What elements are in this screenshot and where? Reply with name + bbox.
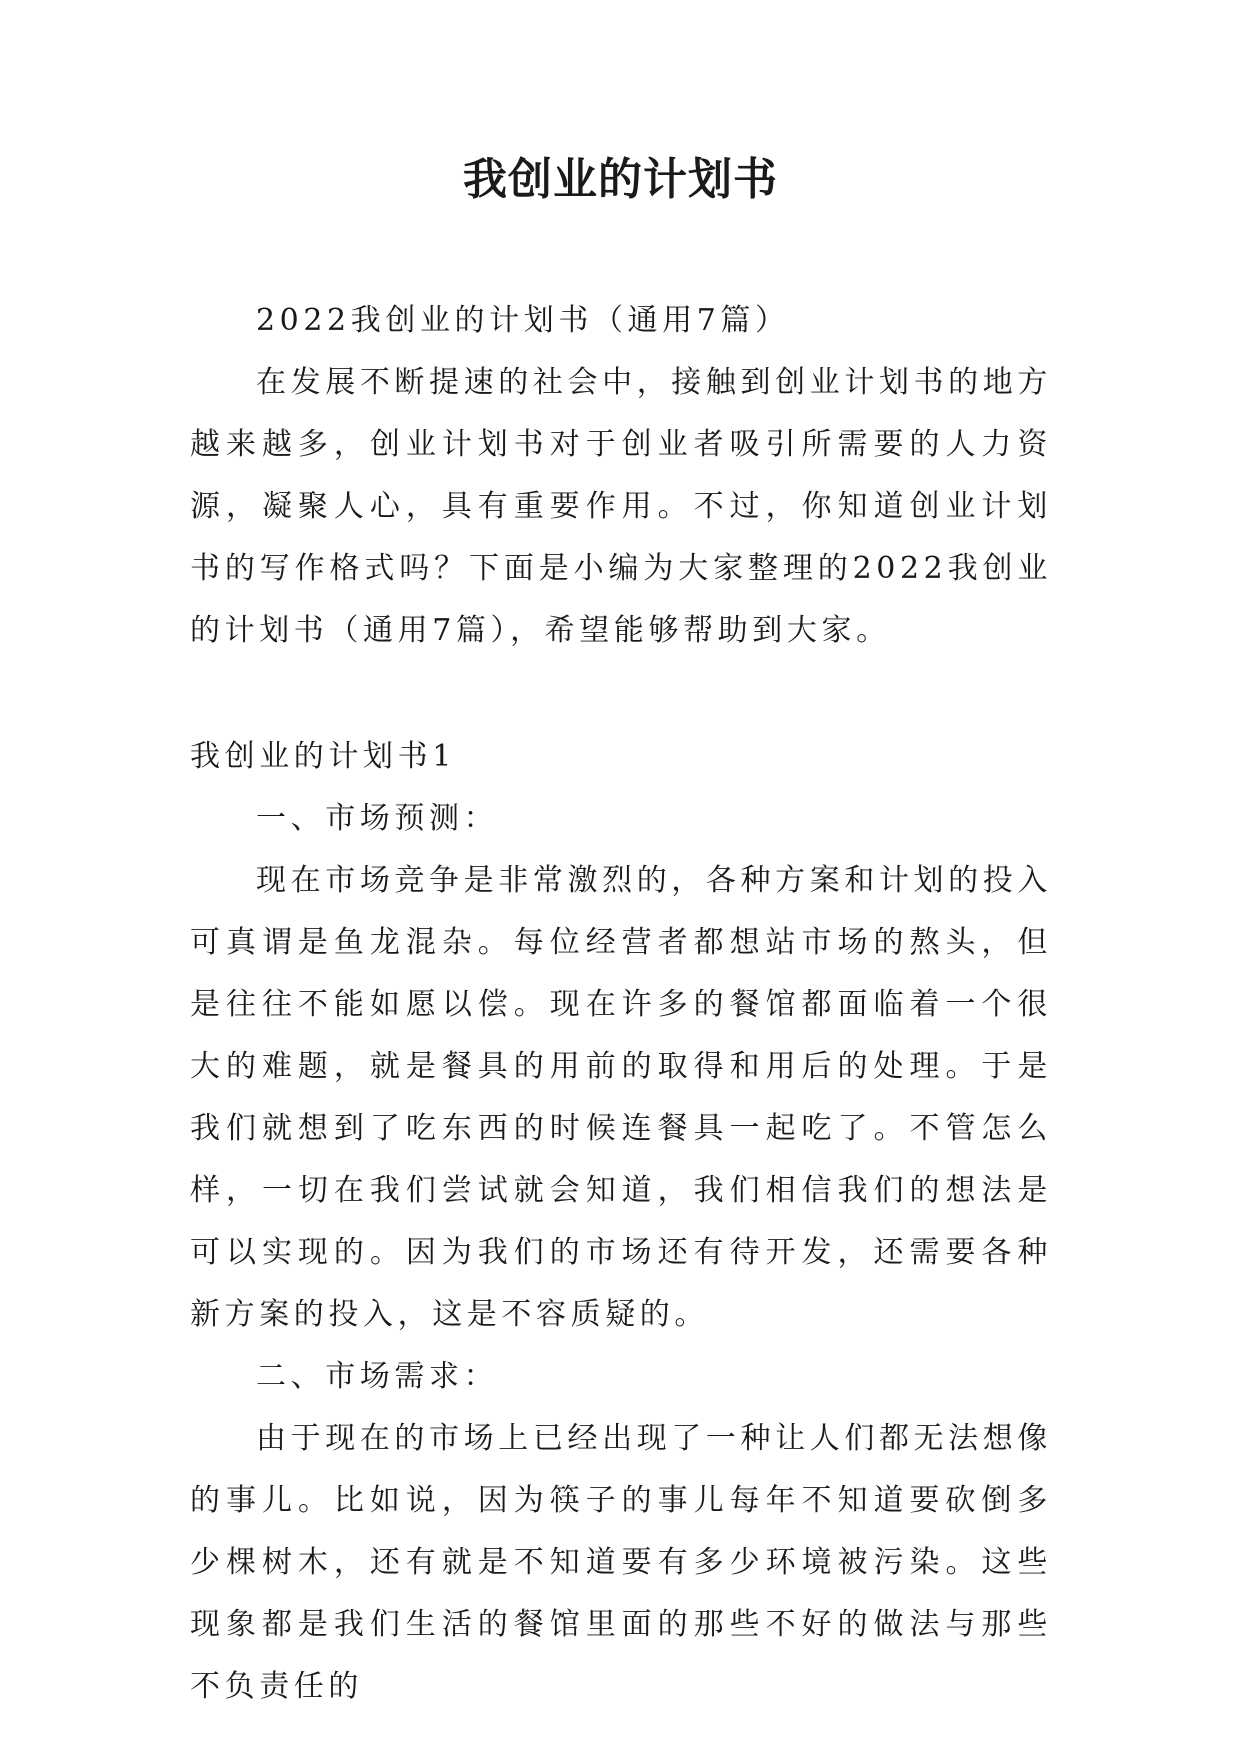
intro-paragraph: 在发展不断提速的社会中，接触到创业计划书的地方越来越多，创业计划书对于创业者吸引所需要的人力资源，凝聚人心，具有重要作用。不过，你知道创业计划书的写作格式吗？下面是小编为大家整理的2022我创业的计划书（通用7篇），希望能够帮助到大家。	[190, 365, 1052, 648]
section-heading: 我创业的计划书1	[190, 739, 456, 774]
part2-paragraph: 由于现在的市场上已经出现了一种让人们都无法想像的事儿。比如说，因为筷子的事儿每年不知道要砍倒多少棵树木，还有就是不知道要有多少环境被污染。这些现象都是我们生活的餐馆里面的那些不好的做法与那些不负责任的	[190, 1421, 1052, 1704]
part1-heading: 一、市场预测：	[256, 801, 499, 836]
document-body	[190, 290, 1052, 1718]
document-subtitle: 2022我创业的计划书（通用7篇）	[256, 303, 790, 338]
document-title: 我创业的计划书	[463, 154, 778, 205]
part2-heading: 二、市场需求：	[256, 1359, 499, 1394]
part1-paragraph: 现在市场竞争是非常激烈的，各种方案和计划的投入可真谓是鱼龙混杂。每位经营者都想站市场的熬头，但是往往不能如愿以偿。现在许多的餐馆都面临着一个很大的难题，就是餐具的用前的取得和用后的处理。于是我们就想到了吃东西的时候连餐具一起吃了。不管怎么样，一切在我们尝试就会知道，我们相信我们的想法是可以实现的。因为我们的市场还有待开发，还需要各种新方案的投入，这是不容质疑的。	[190, 863, 1052, 1332]
